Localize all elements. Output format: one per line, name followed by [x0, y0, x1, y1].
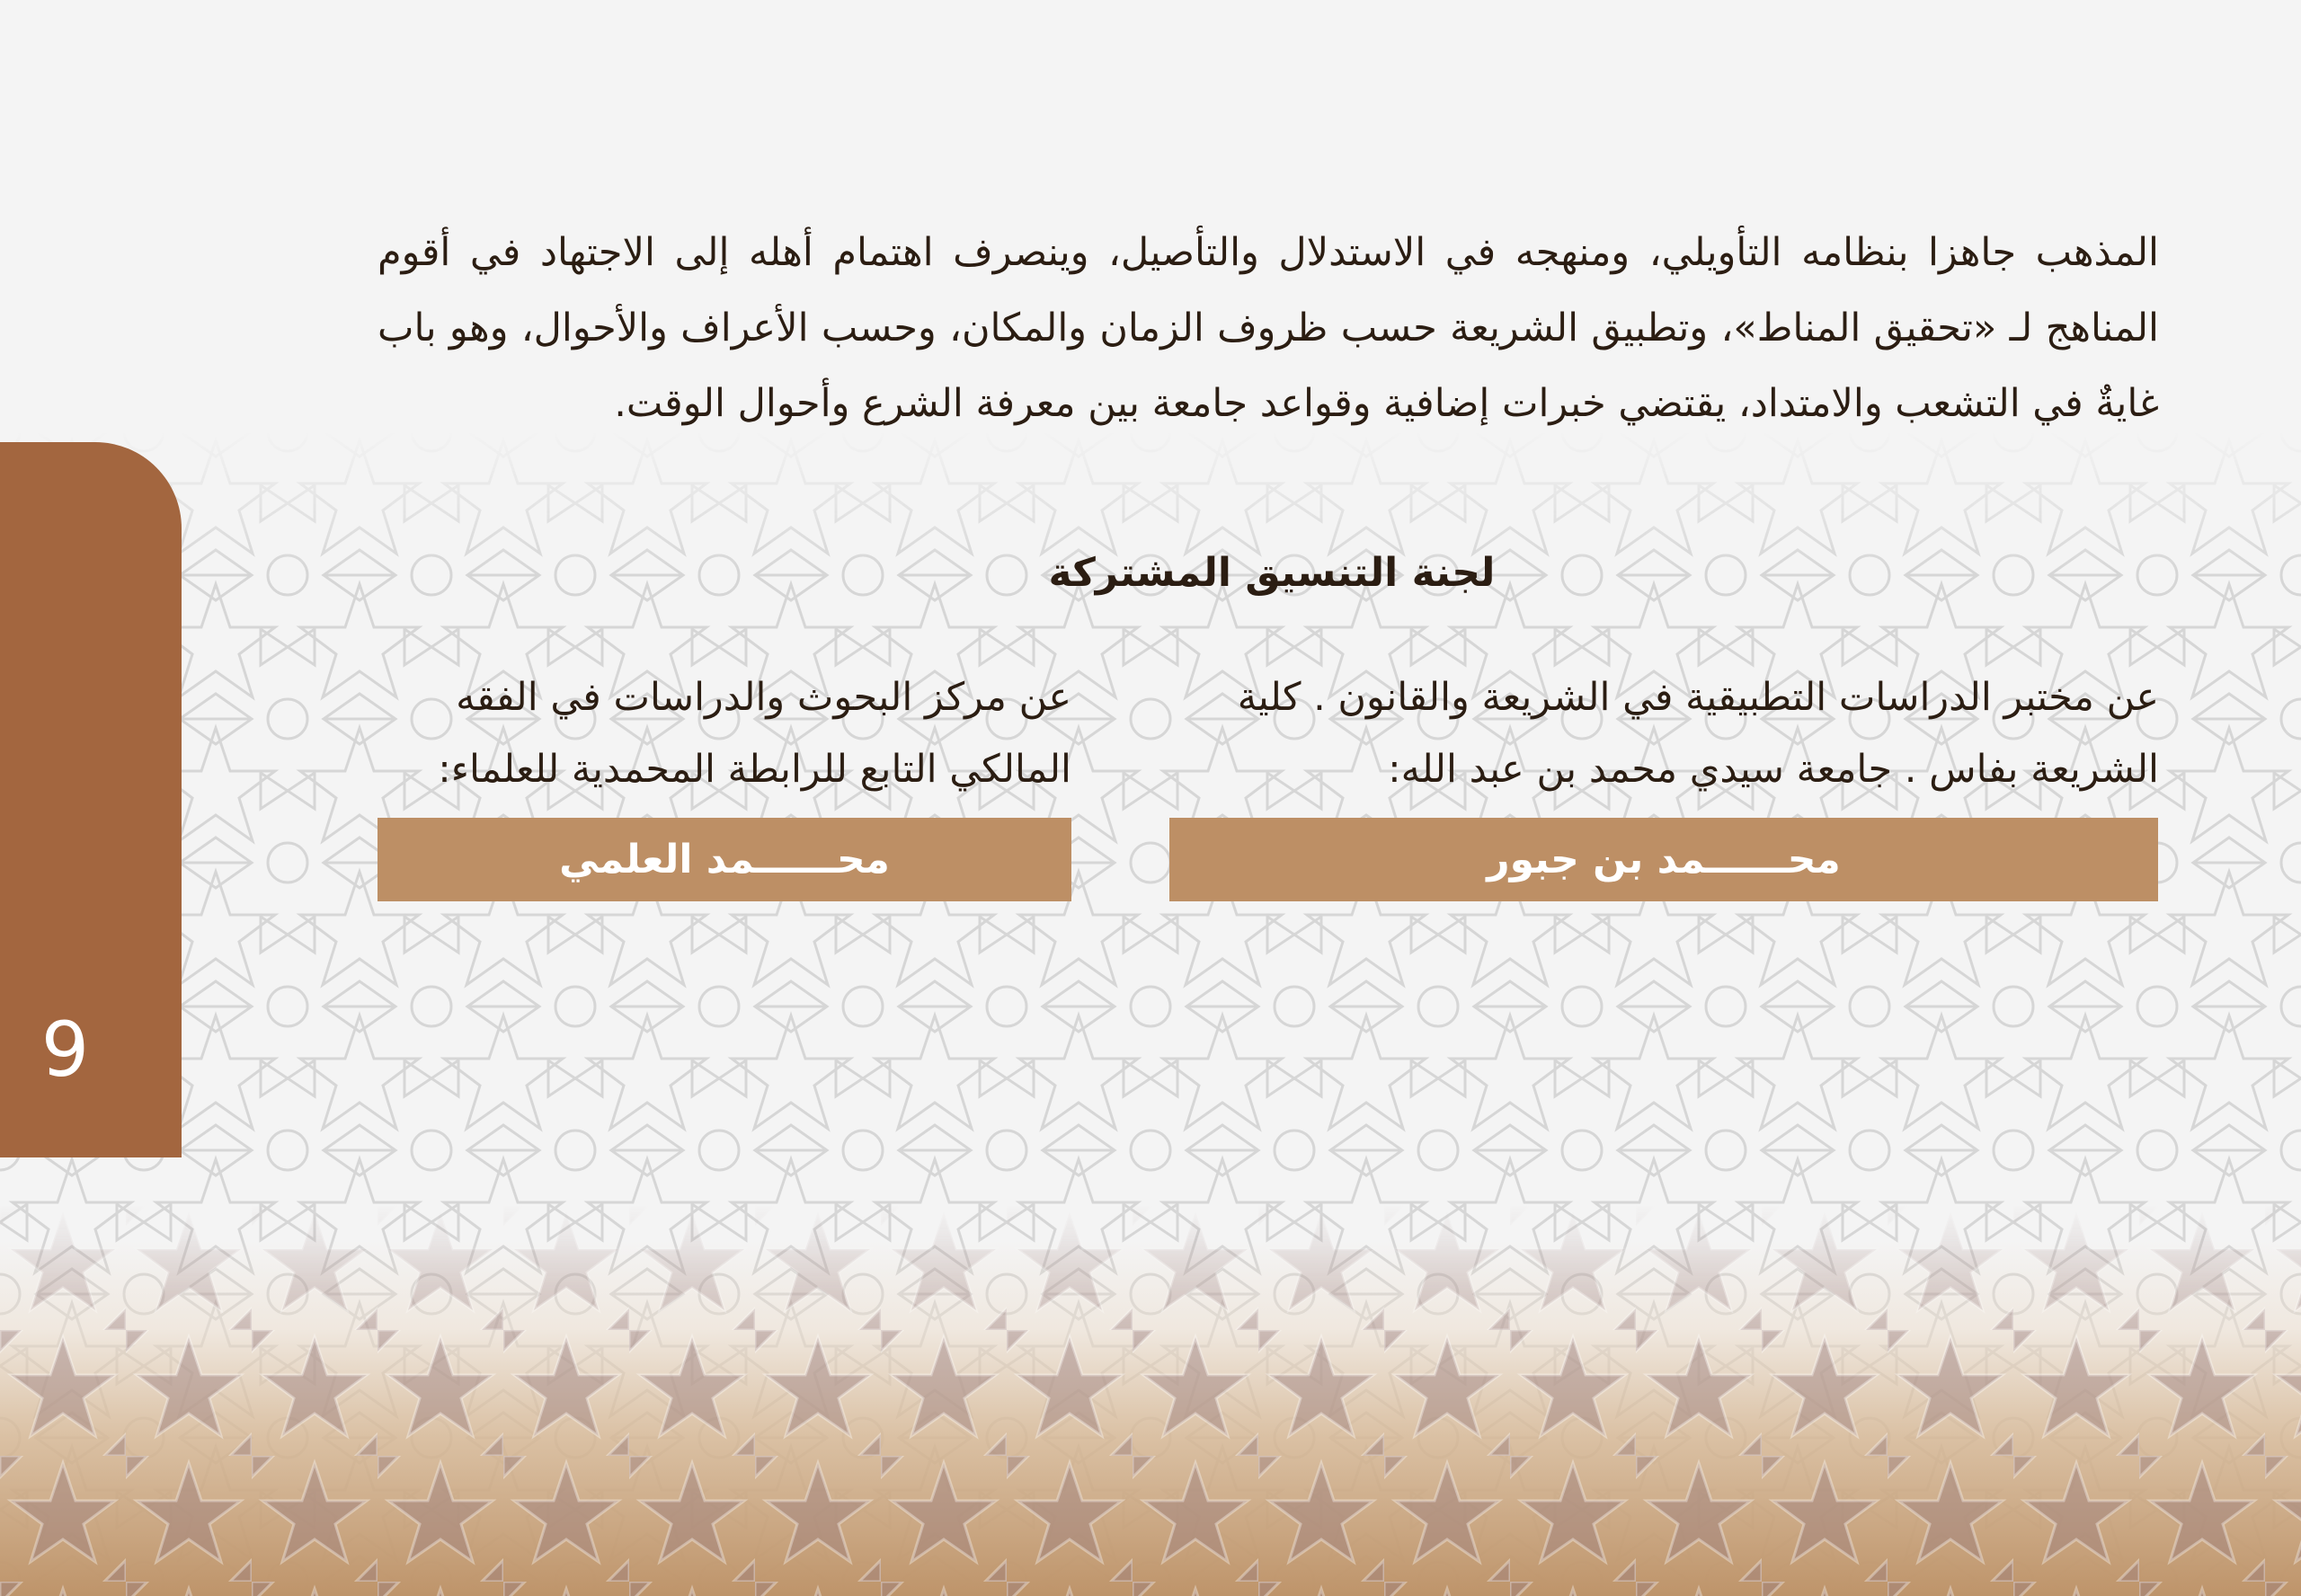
member-affiliation-2: عن مركز البحوث والدراسات في الفقه المالكي التابع للرابطة المحمدية للعلماء: [438, 675, 1071, 792]
page-number: 9 [40, 1006, 90, 1094]
committee-heading: لجنة التنسيق المشتركة [1048, 550, 1496, 596]
intro-paragraph: المذهب جاهزا بنظامه التأويلي، ومنهجه في الاستدلال والتأصيل، وينصرف اهتمام أهله إلى الاجتهاد في أقوم المناهج لـ «تحقيق المناط»، وتطبيق الشريعة حسب ظروف الزمان والمكان، وحسب الأعراف والأحوال، وهو باب غايةٌ في التشعب والامتداد، يقتضي خبرات إضافية وقواعد جامعة بين معرفة الشرع وأحوال الوقت. [378, 230, 2159, 426]
bottom-geometric-pattern [0, 1204, 2301, 1596]
member-name-2: محــــــمد العلمي [378, 818, 1071, 901]
member-affiliation-1: عن مختبر الدراسات التطبيقية في الشريعة والقانون . كلية الشريعة بفاس . جامعة سيدي محمد بن عبد الله: [1237, 675, 2159, 792]
member-name-1: محــــــمد بن جبور [1169, 818, 2158, 901]
